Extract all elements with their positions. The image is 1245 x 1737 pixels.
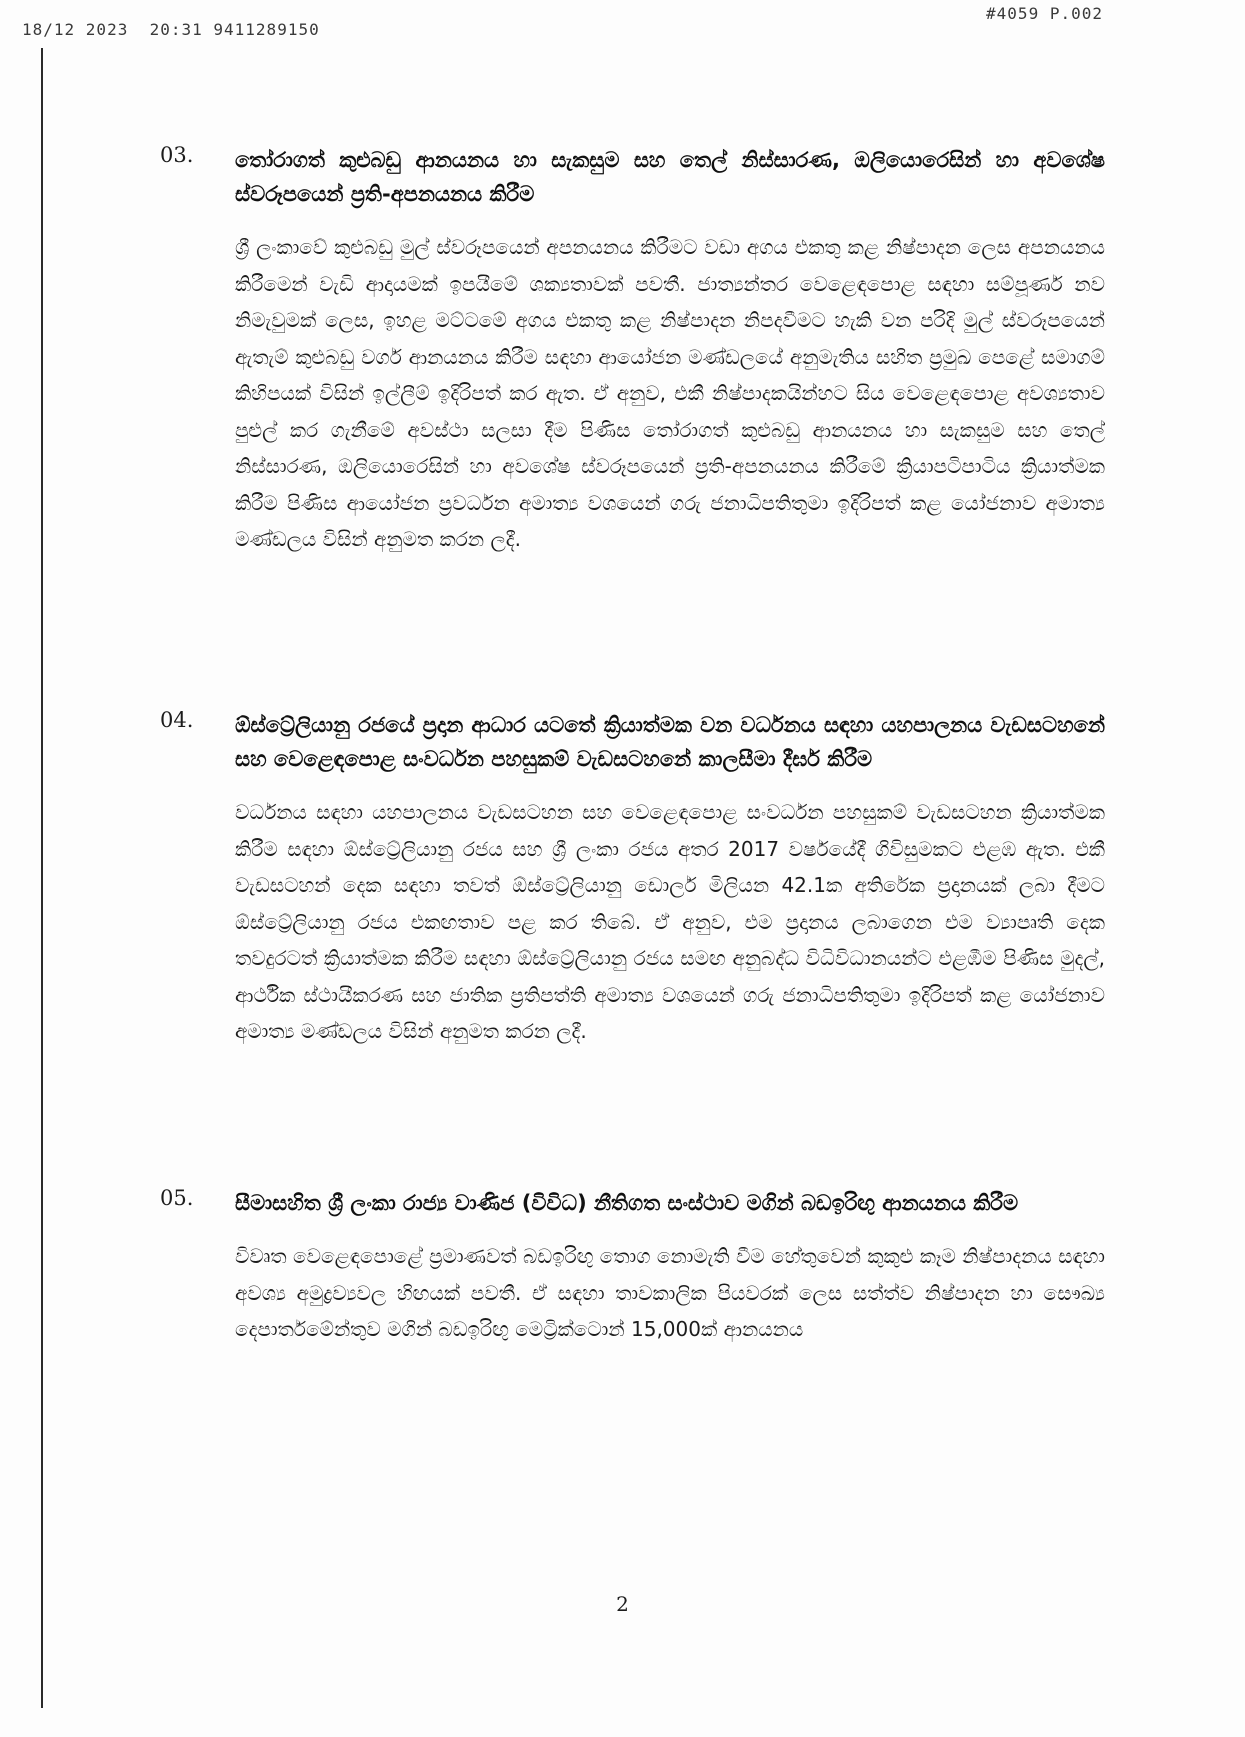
- section-number: 04.: [160, 708, 194, 732]
- fax-header-left: 18/12 2023 20:31 9411289150: [22, 20, 320, 39]
- section-number: 03.: [160, 143, 194, 167]
- page-number: 2: [616, 1592, 629, 1616]
- fax-header-right: #4059 P.002: [986, 4, 1103, 23]
- section-body: ශ්‍රී ලංකාවේ කුළුබඩු මුල් ස්වරූපයෙන් අපනයනය කිරීමට වඩා අගය එකතු කළ නිෂ්පාදන ලෙස අපනයනය කිරීමෙන් වැඩි ආදායමක් ඉපයීමේ ශක්‍යතාවක් පවතී. ජාත්‍යන්තර වෙළෙඳපොළ සඳහා සම්පූර්ණ නව නිමැවුමක් ලෙස, ඉහළ මට්ටමේ අගය එකතු කළ නිෂ්පාදන නිපදවීමට හැකි වන පරිදි මුල් ස්වරූපයෙන් ඇතැම් කුළුබඩු වර්ග ආනයනය කිරීම සඳහා ආයෝජන මණ්ඩලයේ අනුමැතිය සහිත ප්‍රමුඛ පෙළේ සමාගම් කිහිපයක් විසින් ඉල්ලීම් ඉදිරිපත් කර ඇත. ඒ අනුව, එකී නිෂ්පාදකයින්හට සිය වෙළෙඳපොළ අවශ්‍යතාව පුළුල් කර ගැනීමේ අවස්ථා සලසා දීම පිණිස තෝරාගත් කුළුබඩු ආනයනය හා සැකසුම සහ තෙල් නිස්සාරණ, ඔලියොරෙසින් හා අවශේෂ ස්වරූපයෙන් ප්‍රති-අපනයනය කිරීමේ ක්‍රියාපටිපාටිය ක්‍රියාත්මක කිරීම පිණිස ආයෝජන ප්‍රවර්ධන අමාත්‍ය වශයෙන් ගරු ජනාධිපතිතුමා ඉදිරිපත් කළ යෝජනාව අමාත්‍ය මණ්ඩලය විසින් අනුමත කරන ලදී.: [235, 235, 1105, 551]
- section-title: තෝරාගත් කුළුබඩු ආනයනය හා සැකසුම සහ තෙල් නිස්සාරණ, ඔලියොරෙසින් හා අවශේෂ ස්වරූපයෙන් ප්‍රති-අපනයනය කිරීම: [235, 148, 1105, 206]
- section-body: වර්ධනය සඳහා යහපාලනය වැඩසටහන සහ වෙළෙඳපොළ සංවර්ධන පහසුකම් වැඩසටහන ක්‍රියාත්මක කිරීම සඳහා ඕස්ට්‍රේලියානු රජය සහ ශ්‍රී ලංකා රජය අතර 2017 වර්ෂයේදී ගිවිසුමකට එළඹ ඇත. එකී වැඩසටහන් දෙක සඳහා තවත් ඕස්ට්‍රේලියානු ඩොලර් මිලියන 42.1ක අතිරේක ප්‍රදානයක් ලබා දීමට ඕස්ට්‍රේලියානු රජය එකඟතාව පළ කර තිබේ. ඒ අනුව, එම ප්‍රදානය ලබාගෙන එම ව්‍යාපෘති දෙක තවදුරටත් ක්‍රියාත්මක කිරීම සඳහා ඕස්ට්‍රේලියානු රජය සමඟ අනුබද්ධ විධිවිධානයන්ට එළඹීම පිණිස මුදල්, ආර්ථික ස්ථායීකරණ සහ ජාතික ප්‍රතිපත්ති අමාත්‍ය වශයෙන් ගරු ජනාධිපතිතුමා ඉදිරිපත් කළ යෝජනාව අමාත්‍ය මණ්ඩලය විසින් අනුමත කරන ලදී.: [235, 800, 1105, 1043]
- section-title: ඕස්ට්‍රේලියානු රජයේ ප්‍රදාන ආධාර යටතේ ක්‍රියාත්මක වන වර්ධනය සඳහා යහපාලනය වැඩසටහනේ සහ වෙළෙඳපොළ සංවර්ධන පහසුකම් වැඩසටහනේ කාලසීමා දීර්ඝ කිරීම: [235, 713, 1105, 771]
- section-body: විවෘත වෙළෙඳපොළේ ප්‍රමාණවත් බඩඉරිඟු තොග නොමැති වීම හේතුවෙන් කුකුළු කෑම නිෂ්පාදනය සඳහා අවශ්‍ය අමුද්‍රව්‍යවල හිඟයක් පවතී. ඒ සඳහා තාවකාලික පියවරක් ලෙස සත්ත්ව නිෂ්පාදන හා සෞඛ්‍ය දෙපාර්තමේන්තුව මගින් බඩඉරිඟු මෙට්‍රික්ටොන් 15,000ක් ආනයනය: [235, 1244, 1105, 1341]
- section-05: [160, 1186, 1105, 1348]
- section-04: [160, 708, 1105, 1050]
- section-title: සීමාසහිත ශ්‍රී ලංකා රාජ්‍ය වාණිජ (විවිධ) නීතිගත සංස්ථාව මගින් බඩඉරිඟු ආනයනය කිරීම: [235, 1191, 1019, 1215]
- section-number: 05.: [160, 1186, 194, 1210]
- section-03: [160, 143, 1105, 558]
- margin-line: [41, 48, 43, 1708]
